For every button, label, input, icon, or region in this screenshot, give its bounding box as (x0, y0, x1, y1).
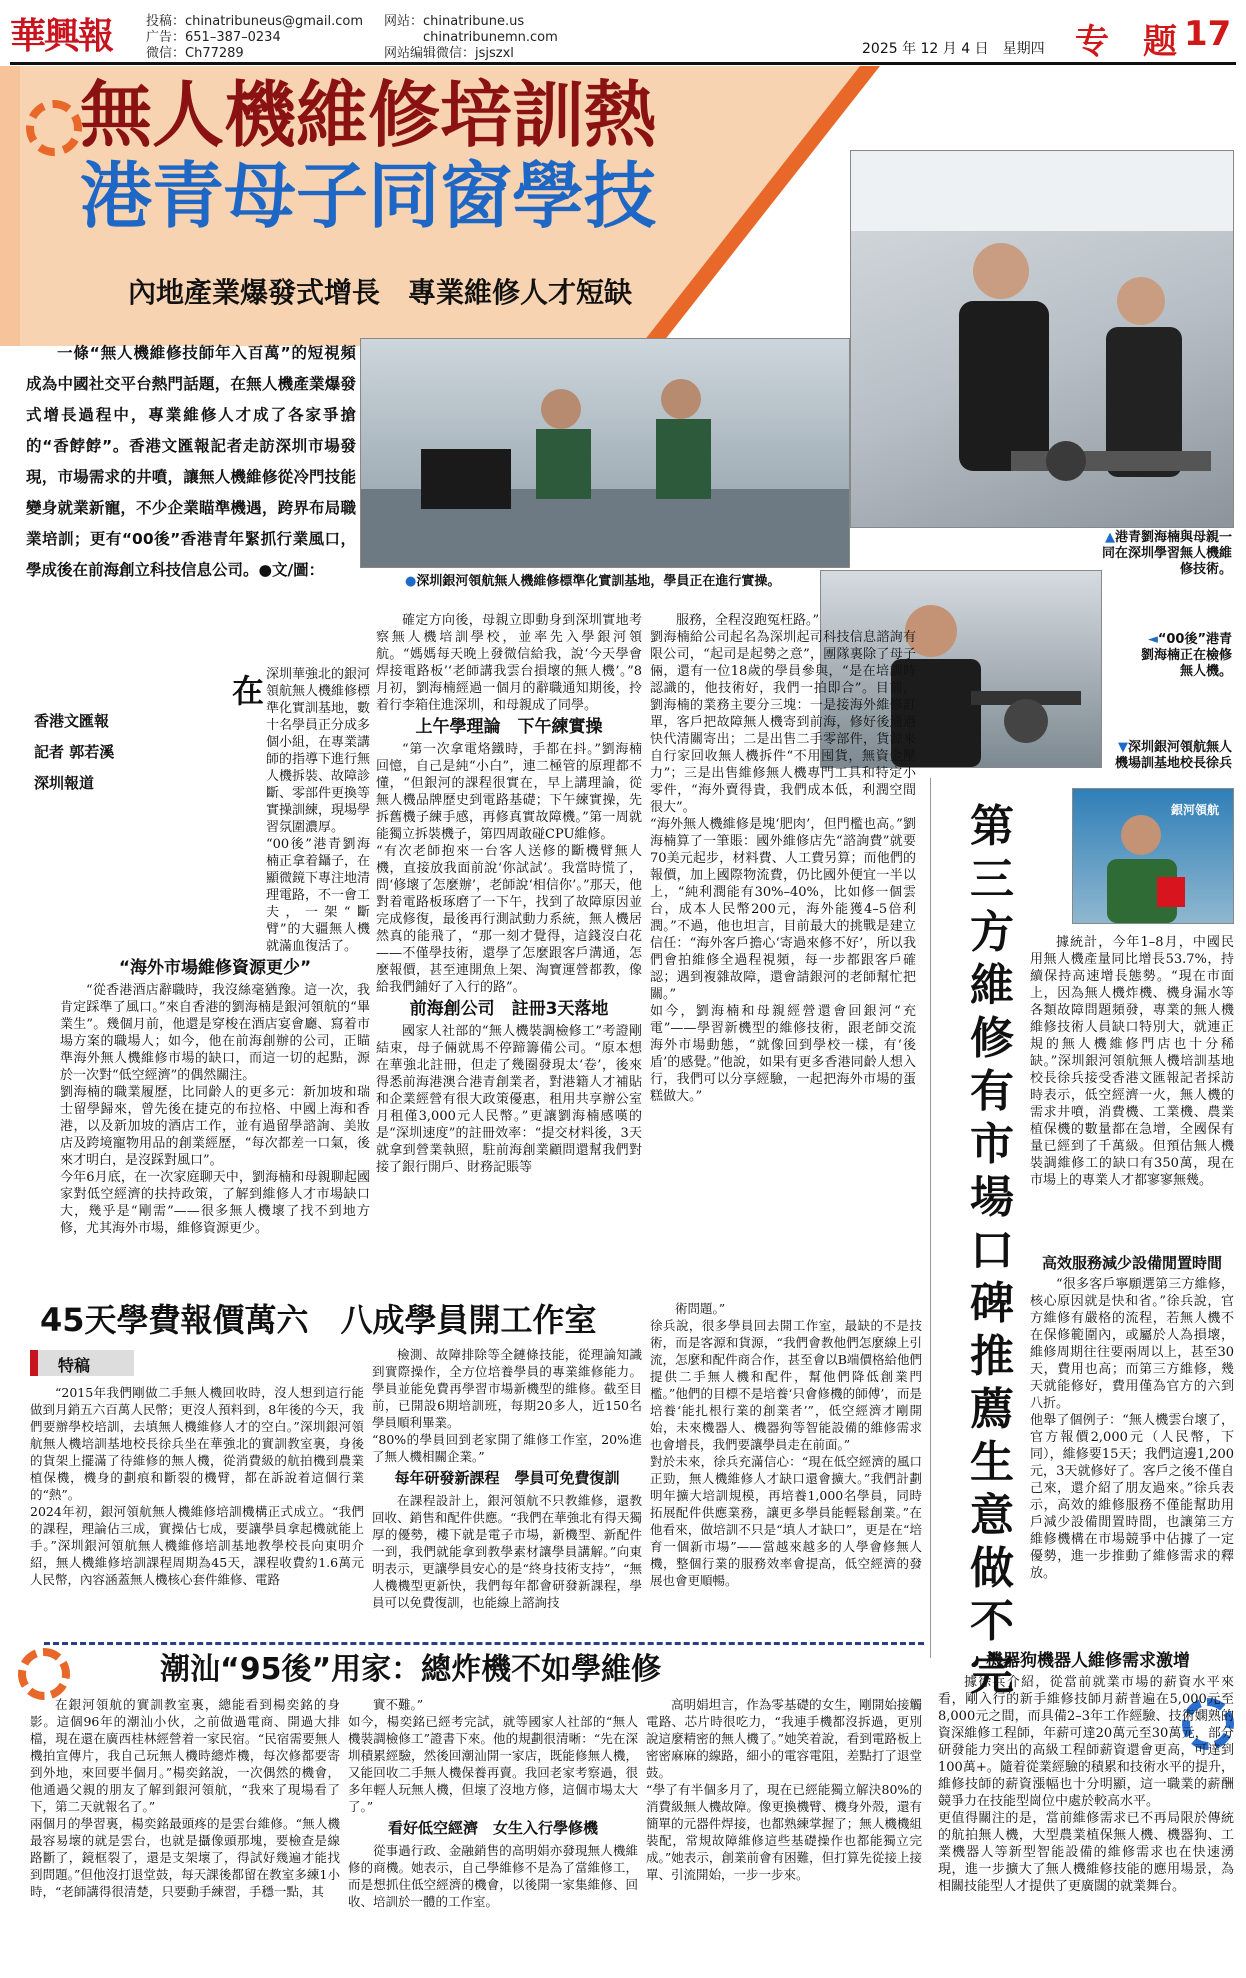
page-number: 17 (1184, 14, 1232, 54)
article3-col2 (348, 1696, 638, 1970)
article1-col2 (376, 612, 642, 1292)
contact-info-left (146, 14, 363, 62)
headline-subhead: 內地產業爆發式增長 專業維修人才短缺 (128, 276, 633, 309)
masthead-rule (10, 62, 1236, 65)
article2-col3 (650, 1300, 922, 1634)
caption-haiNan-repair: ◄“00後”港青劉海楠正在檢修無人機。 (1140, 632, 1232, 679)
article1-col2c-text: 國家人社部的“無人機裝調檢修工”考證剛結束，母子倆就馬不停蹄籌備公司。“原本想在華強北註冊，但走了幾圈發現太‘卷’，後來得悉前海港澳合港青創業者，對港籍人才補貼和企業經營有很大政策優惠，租用共享辦公室月租僅3,000元人民幣。”更讓劉海楠感嘆的是“深圳速度”的註冊效率：“提交材料後，3天就拿到營業執照，駐前海創業顧問還幫我們對接了銀行開戶、財務記賬等 (376, 1024, 642, 1175)
article3-subhead-1: 看好低空經濟 女生入行學修機 (387, 1819, 598, 1837)
article1-subhead-1: “海外市場維修資源更少” (118, 958, 312, 978)
sidebar-col1-text: 據統計，今年1–8月，中國民用無人機產量同比增長53.7%，持續保持高速增長態勢。“現在市面上，因為無人機炸機、機身漏水等各類故障問題頻發，專業的無人機維修技術人員缺口特別大，就連正規的無人機維修門店也十分稀缺。”深圳銀河領航無人機培訓基地校長徐兵接受香港文匯報記者採訪時表示，低空經濟一火，無人機的需求井噴，消費機、工業機、農業植保機的數量都在急增，全國保有量已經到了千萬級。但預估無人機裝調維修工的缺口有350萬，現在市場上的專業人才都寥寥無幾。 (1030, 935, 1234, 1188)
headline-line2: 港青母子同窗學技 (80, 154, 657, 238)
sidebar-col3 (938, 1674, 1234, 1970)
sidebar-subhead-2: 機器狗機器人維修需求激增 (986, 1651, 1190, 1671)
article2-headline: 45天學費報價萬六 八成學員開工作室 (40, 1301, 597, 1339)
photo-backdrop-text: 銀河領航 (1171, 803, 1220, 817)
article1-subhead-2: 上午學理論 下午練實操 (415, 717, 603, 737)
lead-paragraph (26, 338, 356, 586)
article3-col2-text: 實不難。” 如今，楊奕銘已經考完試，就等國家人社部的“無人機裝調檢修工”證書下來。他的規劃很清晰：“先在深圳積累經驗，然後回潮汕開一家店，既能修無人機，又能回收二手無人機保養再賣。我回老家考察過，很多年輕人玩無人機，但壞了沒地方修，這個市場太大了。” (348, 1697, 638, 1814)
article3-headline: 潮汕“95後”用家：總炸機不如學維修 (160, 1652, 662, 1687)
gear-icon (26, 100, 82, 156)
ad-phone: 广告：651–387–0234 (146, 30, 281, 45)
issue-date: 2025 年 12 月 4 日 星期四 (862, 41, 1045, 57)
caption-training-base: ●深圳銀河領航無人機維修標準化實訓基地，學員正在進行實操。 (405, 574, 781, 589)
article1-col1 (60, 666, 370, 1292)
website-link[interactable]: 网站：chinatribune.us (384, 14, 525, 29)
gear-icon (18, 1648, 70, 1700)
article1-col3-text: 服務，全程沒跑冤枉路。” 劉海楠給公司起名為深圳起司科技信息諮詢有限公司，“起司是起勢之意”，團隊裏除了母子倆，還有一位18歲的學員參與，“是在培訓時認識的，他技術好，我們一拍即合”。目前，劉海楠的業務主要分三塊：一是接海外維修訂單，客戶把故障無人機寄到前海，修好後通過快代清關寄出；二是出售二手零部件，貨源來自行家回收無人機拆件“不用囤貨，無資金壓力”；三是出售維修無人機專門工具和特定小零件，“海外賣得貴，我們成本低，利潤空間很大”。 “海外無人機維修是塊‘肥肉’，但門檻也高。”劉海楠算了一筆賬：國外維修店先“諮詢費”就要70美元起步，材料費、人工費另算；而他們的報價，加上國際物流費，仍比國外便宜一半以上，“純利潤能有30%–40%，比如修一個雲台，成本人民幣200元，海外能獲4–5倍利潤。”不過，他也坦言，目前最大的挑戰是建立信任：“海外客戶擔心‘寄過來修不好’，所以我們會拍維修全過程視頻，每一步都跟客戶確認；遇到複雜故障，還會請銀河的老師幫忙把關。” 如今，劉海楠和母親經營還會回銀河“充電”——學習新機型的維修技術，跟老師交流海外市場動態，“就像回到學校一樣，有‘後盾’的感覺。”他說，如果有更多香港同齡人想入行，我們可以分享經驗，一起把海外市場的蛋糕做大。” (650, 613, 916, 1104)
section-name: 专 题 (1075, 22, 1177, 62)
article2-tag-label: 特稿 (58, 1356, 91, 1375)
article2-col2b-text: 在課程設計上，銀河領航不只教維修，還教回收、銷售和配件供應。“我們在華強北有得天獨厚的優勢，樓下就是電子市場，新機型、新配件一到，我們就能拿到教學素材讓學員講解。”向東明表示，更讓學員安心的是“終身技術支持”，“無人機機型更新快，我們每年都會研發新課程，學員可以免費復訓，也能線上諮詢技 (372, 1493, 642, 1610)
caption-principal: ▼深圳銀河領航無人機場訓基地校長徐兵 (1114, 740, 1232, 771)
article2-col2 (372, 1346, 642, 1634)
caption-mother-son: ▲港青劉海楠與母親一同在深圳學習無人機維修技術。 (1101, 530, 1232, 577)
sidebar-col2-text: “很多客戶寧願選第三方維修，核心原因就是快和省。”徐兵說，官方維修有嚴格的流程，若無人機不在保修範圍內，或屬於人為損壞，維修周期往往要兩周以上，甚至30天，費用也高；而第三方維修，幾天就能修好，費用僅為官方的六到八折。 他舉了個例子：“無人機雲台壞了，官方報價2,000元（人民幣，下同），維修要15天；我們這邊1,200元，3天就修好了。客戶之後不僅自己來，還介紹了朋友過來。”徐兵表示，高效的維修服務不僅能幫助用戶減少設備閒置時間，也讓第三方維修機構在市場競爭中佔據了一定優勢，進一步推動了維修需求的釋放。 (1030, 1277, 1234, 1581)
photo-mother-son (850, 150, 1234, 528)
masthead (0, 0, 1246, 66)
article1-col2b-text: “第一次拿電烙鐵時，手都在抖。”劉海楠回憶，自己是純“小白”，連二極管的原理都不懂，“但銀河的課程很實在，早上講理論，從無人機品牌歷史到電路基礎；下午練實操，先拆舊機子練手感，再修真實故障機。”第一周就能獨立拆裝機子，第四周敢碰CPU維修。 “有次老師抱來一台客人送修的斷機臂無人機，直接放我面前說‘你試試’。我當時慌了，問‘修壞了怎麼辦’，老師說‘相信你’。”那天，他對着電路板琢磨了一下午，找到了故障原因並完成修復，最後再行測試動力系統，無人機居然真的能飛了，“那一刻才覺得，這錢沒白花——不僅學技術，還學了怎麼跟客戶溝通，怎麼報價，甚至連開魚上架、淘寶運營都教，像給我們鋪好了入行的路”。 (376, 742, 642, 995)
article3-col1-text: 在銀河領航的實訓教室裏，總能看到楊奕銘的身影。這個96年的潮汕小伙，之前做過電商、開過大排檔，現在還在廣西桂林經營着一家民宿。“民宿需要無人機拍宣傳片，我自己玩無人機時總炸機，每次修都要寄到外地，來回要半個月。”楊奕銘說，一次偶然的機會，他通過父親的朋友了解到銀河領航，“我來了現場看了下，第二天就報名了。” 兩個月的學習裏，楊奕銘最頭疼的是雲台維修。“無人機最容易壞的就是雲台，也就是攝像頭那塊，要檢查是線路斷了，鏡框裂了，還是支架壞了，得試好幾遍才能找到問題。”但他沒打退堂鼓，每天課後都留在教室多練1小時，“老師講得很清楚，只要動手練習，手穩一點，其 (30, 1697, 340, 1899)
article3-divider (44, 1642, 924, 1645)
article1-col3 (650, 612, 916, 1292)
newspaper-logo: 華興報 (10, 15, 113, 57)
lead-text: 一條“無人機維修技師年入百萬”的短視頻成為中國社交平台熱門話題，在無人機產業爆發式增長過程中，專業維修人才成了各家爭搶的“香餑餑”。香港文匯報記者走訪深圳市場發現，市場需求的井噴，讓無人機維修從冷門技能變身就業新寵，不少企業瞄準機遇，跨界布局職業培訓；更有“00後”香港青年緊抓行業風口，學成後在前海創立科技信息公司。●文/圖： (26, 344, 356, 579)
wechat-id: 微信：Ch77289 (146, 46, 244, 61)
article2-subhead-1: 每年研發新課程 學員可免費復訓 (394, 1469, 620, 1487)
article3-col3 (646, 1696, 922, 1970)
sidebar-subhead-1: 高效服務減少設備閒置時間 (1041, 1254, 1222, 1272)
website-link-2[interactable]: chinatribunemn.com (423, 30, 558, 45)
lead-byline: 香港文匯報 記者 郭若溪 深圳報道 (34, 712, 115, 792)
article1-col2a-text: 確定方向後，母親立即動身到深圳實地考察無人機培訓學校，並率先入學銀河領航。“媽媽每天晚上發微信給我，說‘今天學會焊接電路板’‘老師講我雲台損壞的無人機’。”8月初，劉海楠經過一個月的辭職通知期後，拎着行李箱住進深圳，和母親成了同學。 (376, 613, 642, 713)
article3-col3-text: 高明娟坦言，作為零基礎的女生，剛開始接觸電路、芯片時很吃力，“我連手機都沒拆過，更別說這麼精密的無人機了。”她笑着說，看到電路板上密密麻麻的線路，細小的電容電阻，差點打了退堂鼓。 “學了有半個多月了，現在已經能獨立解決80%的消費級無人機故障。像更換機臂、機身外殼，還有簡單的元器件焊接，也都熟練掌握了；無人機機組裝配，常規故障維修這些基礎操作也都能獨立完成。”她表示，創業前會有困難，但打算先從接上接單、引流開始，一步一步來。 (646, 1697, 922, 1882)
article1-col1-text: 深圳華強北的銀河領航無人機維修標準化實訓基地，數十名學員正分成多個小組，在專業講師的指導下進行無人機拆裝、故障診斷、零部件更換等實操訓練，現場學習氛圍濃厚。 “00後”港青劉海楠正拿着鑷子，在顯微鏡下專注地清理電路，不一會工夫，一架“斷臂”的大疆無人機就滿血復活了。 (266, 667, 371, 954)
submit-email: 投稿：chinatribuneus@gmail.com (146, 14, 364, 29)
article1-col1b-text: “從香港酒店辭職時，我沒絲毫猶豫。這一次，我肯定踩準了風口。”來自香港的劉海楠是銀河領航的“畢業生”。幾個月前，他還是穿梭在酒店宴會廳、寫着市場方案的職場人；如今，他在前海創辦的公司，正瞄準海外無人機維修市場的缺口，而這一切的起點，源於一次對“低空經濟”的偶然關注。 劉海楠的職業履歷，比同齡人的更多元：新加坡和瑞士留學歸來，曾先後在捷克的布拉格、中國上海和香港，以及新加坡的酒店工作，並有過留學諮詢、美妝店及跨境寵物用品的創業經歷，“每次都差一口氣，後來才明白，是沒踩對風口”。 今年6月底，在一次家庭聊天中，劉海楠和母親聊起國家對低空經濟的扶持政策，了解到維修人才市場缺口大，幾乎是“剛需”——很多無人機壞了找不到地方修，尤其海外市場，維修資源更少。 (60, 983, 370, 1236)
editor-wechat: 网站编辑微信：jsjszxl (384, 46, 514, 61)
photo-principal (1072, 788, 1234, 924)
article3-col1 (30, 1696, 340, 1970)
sidebar-title: 第三方維修有市場 口碑推薦生意做不完 (970, 801, 1058, 1700)
sidebar-col3-text: 據徐兵介紹，從當前就業市場的薪資水平來看，剛入行的新手維修技師月薪普遍在5,000元至8,000元之間，而具備2–3年工作經驗、技術嫻熟的資深維修工程師，年薪可達20萬元至30萬元，部分研發能力突出的高級工程師薪資還會更高，可達到100萬+。隨着從業經驗的積累和技術水平的提升，維修技師的薪資漲幅也十分明顯，這一職業的薪酬競爭力在技能型崗位中處於較高水平。 更值得關注的是，當前維修需求已不再局限於傳統的航拍無人機，大型農業植保無人機、機器狗、工業機器人等新型智能設備的維修需求也在快速湧現，進一步擴大了無人機維修技能的應用場景，為相關技能型人才提供了更廣闊的就業舞台。 (938, 1675, 1234, 1894)
article2-col1 (30, 1384, 364, 1634)
sidebar-frame (930, 778, 931, 1658)
article2-col3-text: 術問題。” 徐兵說，很多學員回去開工作室，最缺的不是技術，而是客源和貨源，“我們會教他們怎麼線上引流，怎麼和配件商合作，甚至會以B端價格給他們提供二手無人機和配件，幫他們降低創業門檻。”他們的目標不是培養‘只會修機的師傅’，而是培養‘能扎根行業的創業者’”，低空經濟才剛開始，未來機器人、機器狗等智能設備的維修需求也會增長，我們要讓學員走在前面。” 對於未來，徐兵充滿信心：“現在低空經濟的風口正勁，無人機維修人才缺口還會擴大。”我們計劃明年擴大培訓規模，再培養1,000名學員，同時拓展配件供應業務，讓更多學員能輕鬆創業。”在他看來，做培訓不只是“填人才缺口”，更是在“培育一個新市場”——當越來越多的人學會修無人機，整個行業的服務效率會提高，低空經濟的發展也會更順暢。 (650, 1301, 922, 1588)
article2-col2-text: 檢測、故障排除等全鏈條技能，從理論知識到實際操作，全方位培養學員的專業維修能力。學員並能免費再學習市場新機型的維修。截至目前，已開設6期培訓班，每期20多人，近150名學員順利畢業。 “80%的學員回到老家開了維修工作室，20%進了無人機相關企業。” (372, 1347, 642, 1464)
article2-col1-text: “2015年我們剛做二手無人機回收時，沒人想到這行能做到月銷五六百萬人民幣；更沒人預料到，8年後的今天，我們要辦學校培訓，去填無人機維修人才的空白。”深圳銀河領航無人機培訓基地校長徐兵坐在華強北的實訓教室裏，身後的貨架上擺滿了待維修的無人機，從消費級的航拍機到農業植保機，機身的劃痕和斷裂的機臂，都在訴說着這個行業的“熱”。 2024年初，銀河領航無人機維修培訓機構正式成立。“我們的課程，理論佔三成，實操佔七成，要讓學員拿起機就能上手。”深圳銀河領航無人機維修培訓基地教學校長向東明介紹，無人機維修培訓課程周期為45天，課程收費約1.6萬元人民幣，內容涵蓋無人機核心套件維修、電路 (30, 1385, 364, 1587)
article3-col2b-text: 從事過行政、金融銷售的高明娟亦發現無人機維修的商機。她表示，自己學維修不是為了當維修工，而是想抓住低空經濟的機會，以後開一家集維修、回收、培訓於一體的工作室。 (348, 1843, 638, 1909)
headline-line1: 無人機維修培訓熱 (80, 73, 657, 157)
sidebar-col1 (1030, 934, 1234, 1246)
dropcap: 在 (232, 672, 265, 710)
article1-subhead-3: 前海創公司 註冊3天落地 (409, 999, 609, 1019)
sidebar-col2 (1030, 1276, 1234, 1640)
photo-training-room (360, 338, 850, 568)
contact-info-right (384, 14, 558, 62)
article2-tag (30, 1350, 134, 1376)
